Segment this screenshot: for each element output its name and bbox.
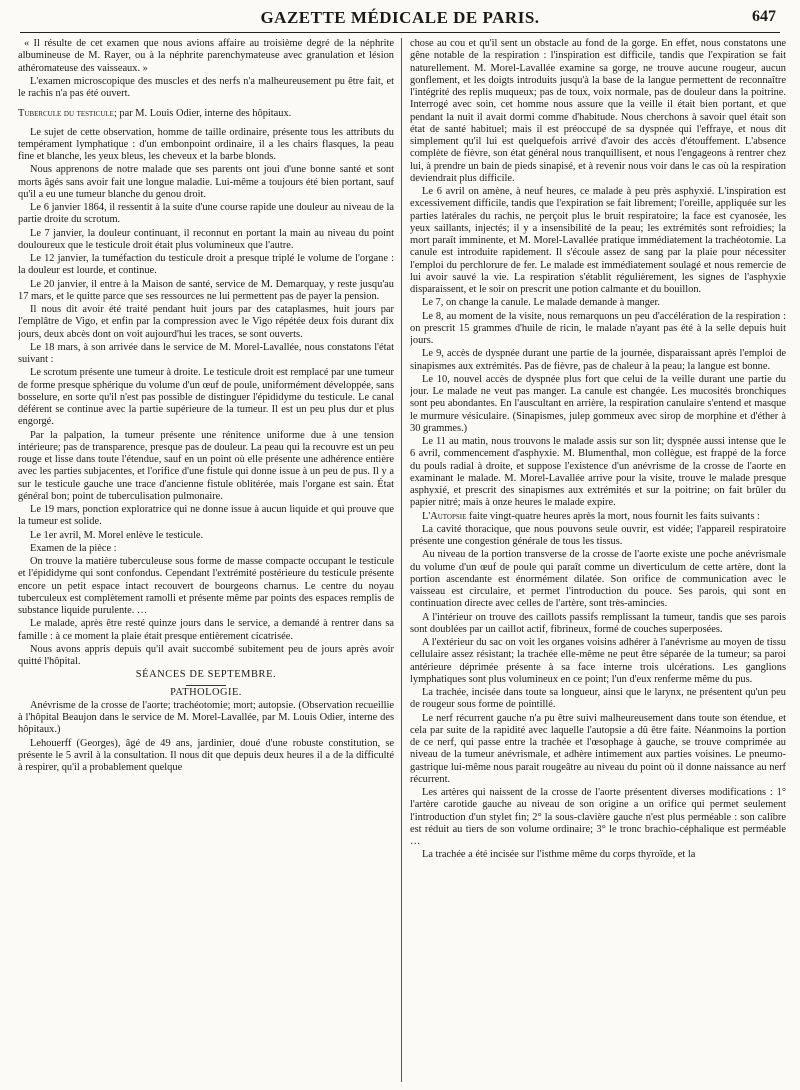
autopsy-label: L'Autopsie <box>422 510 467 522</box>
paragraph: Anévrisme de la crosse de l'aorte; trachéotomie; mort; autopsie. (Observation recueillie à l'hôpital Beaujon dans le service de M. Morel-Lavallée, par M. Louis Odier, interne des hôpitaux.) <box>18 699 394 736</box>
paragraph: Le 18 mars, à son arrivée dans le service de M. Morel-Lavallée, nous constatons l'état suivant : <box>18 341 394 365</box>
paragraph: Nous avons appris depuis qu'il avait succombé subitement peu de jours après avoir quitté l'hôpital. <box>18 643 394 667</box>
autopsy-text: faite vingt-quatre heures après la mort, nous fournit les faits suivants : <box>466 510 760 522</box>
paragraph: Lehouerff (Georges), âgé de 49 ans, jardinier, doué d'une robuste constitution, se présente le 5 avril à la consultation. Il nous dit que depuis deux heures il a de la difficulté à respirer, qu'il a probablement quelque <box>18 737 394 773</box>
paragraph: Le 20 janvier, il entre à la Maison de santé, service de M. Demarquay, y reste jusqu'au 17 mars, et le quitte parce que ses ressources ne lui permettent pas de payer la pension. <box>18 278 394 302</box>
left-column <box>18 38 394 1084</box>
article-title-label: Tubercule du testicule <box>18 108 114 120</box>
paragraph: Le scrotum présente une tumeur à droite. Le testicule droit est remplacé par une tumeur de forme presque sphérique du volume d'un œuf de poule, uniformément développée, sans bosselure, en sorte qu'il n'est pas possible de distinguer l'épididyme du testicule. Le canal déférent se continue avec la partie supérieure de la tumeur. Il est un peu plus dur et plus engorgé. <box>18 367 394 428</box>
paragraph: Les artères qui naissent de la crosse de l'aorte présentent diverses modifications : 1° l'artère carotide gauche au niveau de son origine a un orifice qui permet seulement l'introduction d'un stylet fin; 2° la sous-clavière gauche n'est plus perméable : son calibre est réduit au tiers de son volume ordinaire; 3° le tronc brachio-céphalique est perméable … <box>410 787 786 847</box>
paragraph: Examen de la pièce : <box>30 542 117 554</box>
journal-title: GAZETTE MÉDICALE DE PARIS. <box>260 8 540 27</box>
right-column <box>410 38 786 1084</box>
paragraph: On trouve la matière tuberculeuse sous forme de masse compacte occupant le testicule et l'épididyme qui sont confondus. Cependant l'extrémité postérieure du testicule présente encore un petit espace intact recouvert de bourgeons charnus. Le centre du noyau tuberculeux est complètement ramolli et présente même par points des espaces remplis de substance liquide purulente. … <box>18 556 394 616</box>
paragraph: chose au cou et qu'il sent un obstacle au fond de la gorge. En effet, nous constatons une gêne notable de la respiration : l'inspiration est difficile, tandis que l'expiration se fait naturellement. M. Morel-Lavallée examine sa gorge, ne trouve aucune rougeur, aucun gonflement, et les doigts introduits jusqu'à la base de la langue permettent de reconnaître l'intégrité des replis muqueux; pas de toux, voix normale, pas de douleur dans la poitrine. Interrogé avec soin, cet homme nous assure que la veille il était bien portant, et que pendant la nuit il avait dormi comme d'habitude. Nous cherchons à savoir quel était son état de santé habituel; mais il est préoccupé de sa dyspnée qui l'effraye, et nous dit simplement qu'il lui est quelquefois arrivé d'avoir des accès d'étouffement. L'absence complète de fièvre, son état général nous tranquillisent, et nous l'engageons à rentrer chez lui, à prendre un bain de pieds sinapisé, et à revenir nous voir dans le cas où la respiration deviendrait plus difficile. <box>410 38 786 184</box>
paragraph: La trachée, incisée dans toute sa longueur, ainsi que le larynx, ne présentent qu'un peu de rougeur sous forme de pointillé. <box>410 687 786 711</box>
paragraph: Le sujet de cette observation, homme de taille ordinaire, présente tous les attributs du tempérament lymphatique : d'un embonpoint ordinaire, il a les chairs flasques, la peau fine et blanche, les yeux bleus, les cheveux et la barbe blonds. <box>18 126 394 162</box>
paragraph <box>410 511 786 523</box>
paragraph: Le 7 janvier, la douleur continuant, il reconnut en portant la main au niveau du point douloureux que le testicule droit était plus volumineux que l'autre. <box>18 227 394 251</box>
paragraph: Il nous dit avoir été traité pendant huit jours par des cataplasmes, huit jours par l'emplâtre de Vigo, et enfin par la compression avec le Vigo répétée deux fois durant dix jours, deux abcès dont on voit aujourd'hui les traces, se sont ouverts. <box>18 304 394 340</box>
paragraph: L'examen microscopique des muscles et des nerfs n'a malheureusement pu être fait, et le rachis n'a pas été ouvert. <box>18 75 394 99</box>
paragraph: Le 11 au matin, nous trouvons le malade assis sur son lit; dyspnée aussi intense que le 6 avril, commencement d'asphyxie. M. Blumenthal, mon collègue, est frappé de la force du pouls radial à droite, et suppose l'existence d'un anévrisme de la crosse de l'aorte en examinant le malade. M. Morel-Lavallée arrive pour la visite, trouve le malade presque asphyxié, et prescrit des sinapismes aux extrémités et sur la poitrine; on fait brûler du papier nitré; mais à onze heures le malade expire. <box>410 436 786 509</box>
paragraph: Le 6 janvier 1864, il ressentit à la suite d'une course rapide une douleur au niveau de la partie droite du scrotum. <box>18 202 394 226</box>
paragraph: Le 10, nouvel accès de dyspnée plus fort que celui de la veille durant une partie du jour. Le malade ne veut pas manger. La canule est changée. Les mucosités bronchiques sont peu abondantes. En l'auscultant en arrière, la respiration canulaire s'entend et masque le murmure vésiculaire. (Sinapismes, julep gommeux avec sirop de morphine et d'éther à 30 grammes.) <box>410 373 786 434</box>
paragraph: Le nerf récurrent gauche n'a pu être suivi malheureusement dans toute son étendue, et cela par suite de la rapidité avec laquelle l'autopsie a dû être faite. Néanmoins la portion de ce nerf, qui passe entre la trachée et l'œsophage à gauche, se trouve comprimée au niveau de la tumeur anévrismale, et adhère intimement aux parties voisines. Le pneumo-gastrique lui-même nous parait rougeâtre au niveau du point où il donne naissance au nerf récurrent. <box>410 712 786 785</box>
heading-rule <box>186 685 226 686</box>
paragraph: A l'intérieur on trouve des caillots passifs remplissant la tumeur, tandis que ses parois sont doublées par un caillot actif, fibrineux, formé de couches superposées. <box>410 611 786 635</box>
paragraph: A l'extérieur du sac on voit les organes voisins adhérer à l'anévrisme au moyen de tissu cellulaire assez résistant; la trachée elle-même ne peut être séparée de la tumeur; sa paroi antérieure déprimée présente à sa face interne trois ulcérations. Les ganglions lymphatiques sont plus volumineux en ce point; l'un d'eux renferme même du pus. <box>410 637 786 685</box>
paragraph: La trachée a été incisée sur l'isthme même du corps thyroïde, et la <box>422 849 696 861</box>
paragraph: Au niveau de la portion transverse de la crosse de l'aorte existe une poche anévrismale du volume d'un œuf de poule qui paraît comme un diverticulum de cette artère, dont la portion ascendante est énormément dilatée. Son orifice de communication avec le vaisseau est circulaire, et permet l'introduction du pouce. Ses parois, qui sont en continuation directe avec celles de l'artère, sont très-amincies. <box>410 549 786 610</box>
section-heading <box>18 669 394 685</box>
paragraph: Le 9, accès de dyspnée durant une partie de la journée, disparaissant après l'emploi de sinapismes aux extrémités. Pas de fièvre, pas de chaleur à la peau; la langue est bonne. <box>410 348 786 372</box>
page-header <box>20 6 780 33</box>
paragraph: Nous apprenons de notre malade que ses parents ont joui d'une bonne santé et sont morts âgés sans avoir fait une longue maladie. Lui-même a toujours été bien portant, sauf qu'il a eu une tumeur blanche du genou droit. <box>18 164 394 200</box>
paragraph: La cavité thoracique, que nous pouvons seule ouvrir, est vidée; l'appareil respiratoire présente une congestion générale de tous les tissus. <box>410 523 786 547</box>
paragraph: Par la palpation, la tumeur présente une rénitence uniforme due à une tension intérieure; pas de transparence, presque pas de douleur. La peau qui la recouvre est un peu rouge et lisse dans toute l'étendue, sauf en un point où elle présente une adhérence entière avec les parties subjacentes, et l'orifice d'une fistule qui donne issue à un peu de pus. Il y a sur le testicule gauche une trace d'ancienne fistule oblitérée, mais l'organe est sain. État général bon; point de tuberculisation pulmonaire. <box>18 429 394 502</box>
paragraph: Le 7, on change la canule. Le malade demande à manger. <box>422 297 661 309</box>
paragraph: Le 19 mars, ponction exploratrice qui ne donne issue à aucun liquide et qui prouve que la tumeur est solide. <box>18 504 394 528</box>
subsection-heading: PATHOLOGIE. <box>170 686 242 698</box>
column-divider <box>401 38 402 1082</box>
paragraph: Le 8, au moment de la visite, nous remarquons un peu d'accélération de la respiration : on prescrit 15 grammes d'huile de ricin, le malade n'ayant pas été à la selle depuis huit jours. <box>410 310 786 346</box>
paragraph: Le 6 avril on amène, à neuf heures, ce malade à peu près asphyxié. L'inspiration est excessivement difficile, tandis que l'expiration se fait librement; l'oreille, appliquée sur les parties latérales du rachis, ne perçoit plus le bruit respiratoire; la face est cyanosée, les yeux saillants, injectés; il y a insensibilité de la peau; les extrémités sont refroidies; la mort paraît imminente, et M. Morel-Lavallée pratique immédiatement la trachéotomie. La canule est introduite rapidement. Il s'écoule assez de sang par la plaie pour nécessiter l'emploi du perchlorure de fer. Le malade est immédiatement soulagé et nous remercie de lui avoir sauvé la vie. La respiration s'établit régulièrement, les signes de l'asphyxie disparaissent, et le soir on prescrit une potion calmante et du bouillon. <box>410 186 786 295</box>
paragraph: « Il résulte de cet examen que nous avions affaire au troisième degré de la néphrite albumineuse de M. Rayer, ou à la néphrite parenchymateuse avec granulation et lésion athéromateuse des vaisseaux. » <box>18 38 394 74</box>
article-title-author: ; par M. Louis Odier, interne des hôpitaux. <box>113 108 292 120</box>
page-number: 647 <box>752 8 776 25</box>
section-heading-text: SÉANCES DE SEPTEMBRE. <box>135 669 277 681</box>
article-title <box>18 108 394 120</box>
paragraph: Le 1er avril, M. Morel enlève le testicule. <box>30 529 204 541</box>
paragraph: Le malade, après être resté quinze jours dans le service, a demandé à rentrer dans sa famille : à ce moment la plaie était presque entièrement cicatrisée. <box>18 618 394 642</box>
paragraph: Le 12 janvier, la tuméfaction du testicule droit a presque triplé le volume de l'organe : la douleur est lourde, et continue. <box>18 253 394 277</box>
